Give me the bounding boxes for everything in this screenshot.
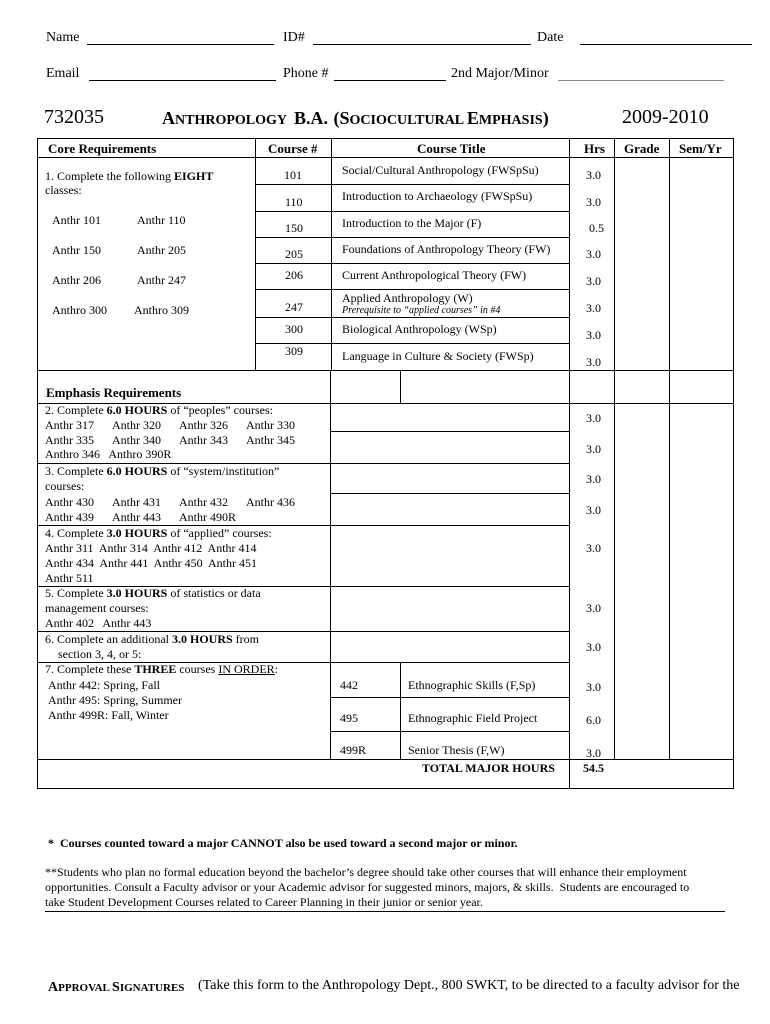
step-5-courses-line: Anthr 402 Anthr 443 [45,616,152,630]
step-2-post: of “peoples” courses: [167,403,273,417]
step-3-course: Anthr 432 [179,495,228,509]
emphasis-heading: Emphasis Requirements [46,385,182,400]
id-field[interactable] [313,28,531,45]
order-course-hours: 3.0 [586,680,601,694]
program-title-cap: A [162,108,175,128]
core-course-number: 247 [285,300,303,314]
emphasis-hours: 3.0 [586,442,601,456]
core-row-divider [255,317,570,318]
emphasis-step-7 [45,662,278,677]
step-3-pre: 3. Complete [45,464,107,478]
core-course-title: Biological Anthropology (WSp) [342,322,497,336]
step-2-course: Anthr 345 [246,433,295,447]
core-course-hours: 3.0 [586,355,601,369]
core-course-hours: 0.5 [589,221,604,235]
step-3-course: Anthr 443 [112,510,161,524]
core-row-divider [255,237,570,238]
core-course-number: 205 [285,247,303,261]
emphasis-close: ) [542,108,549,128]
emphasis-row-divider [330,431,570,432]
program-title [162,108,549,129]
step-6-post: from [232,632,259,646]
emphasis-step-2 [45,403,273,418]
step-3-course: Anthr 436 [246,495,295,509]
section-divider [37,370,734,371]
step-3-course: Anthr 490R [179,510,236,524]
core-course-title: Introduction to the Major (F) [342,216,482,230]
emphasis-hours: 3.0 [586,640,601,654]
step-3-post: of “system/institution” [167,464,280,478]
step-7-schedule: Anthr 499R: Fall, Winter [48,708,169,722]
step-3-course: Anthr 431 [112,495,161,509]
core-list-item: Anthro 309 [134,303,189,317]
major-restriction-note: * Courses counted toward a major CANNOT also be used toward a second major or minor. [48,836,518,850]
total-major-hours-value: 54.5 [583,761,604,775]
step-2-course: Anthr 317 [45,418,94,432]
step-7-schedule: Anthr 442: Spring, Fall [48,678,161,692]
step-6-pre: 6. Complete an additional [45,632,172,646]
core-course-title: Social/Cultural Anthropology (FWSpSu) [342,163,539,177]
core-course-number: 110 [285,195,303,209]
core-divider-1 [255,138,256,370]
core-instruction-text: 1. Complete the following [45,169,174,183]
program-title-rest: NTHROPOLOGY [175,113,287,128]
step-2-pre: 2. Complete [45,403,107,417]
name-field[interactable] [87,28,274,45]
col-course-number: Course # [268,141,318,156]
col-course-title: Course Title [417,141,486,156]
core-instruction-count: EIGHT [173,169,214,183]
employment-note-line: **Students who plan no formal education beyond the bachelor’s degree should take other courses that will enhance their employment [45,865,687,879]
emphasis-hours: 3.0 [586,472,601,486]
core-instruction-cont: classes: [45,183,82,197]
second-major-label: 2nd Major/Minor [451,66,549,81]
step-2-course: Anthr 343 [179,433,228,447]
step-2-course: Anthr 340 [112,433,161,447]
name-label: Name [46,30,80,45]
date-label: Date [537,30,564,45]
step-4-pre: 4. Complete [45,526,107,540]
step-4-courses-line: Anthr 311 Anthr 314 Anthr 412 Anthr 414 [45,541,257,555]
core-course-number: 300 [285,322,303,336]
step-2-course: Anthr 335 [45,433,94,447]
approval-cap-a: A [48,980,59,995]
emphasis-step-6 [45,632,259,647]
emphasis-hours: 3.0 [586,503,601,517]
step-3-cont: courses: [45,479,85,493]
prerequisite-note: Prerequisite to “applied courses” in #4 [342,305,501,316]
form-code: 732035 [44,106,104,128]
core-course-hours: 3.0 [586,195,601,209]
approval-rest-1: PPROVAL [58,982,110,994]
emphasis-cap-e: E [466,108,479,128]
order-course-hours: 3.0 [586,746,601,760]
emphasis-cap-s: S [339,108,350,128]
emphasis-hours: 3.0 [586,541,601,555]
email-label: Email [46,66,80,81]
core-course-number: 150 [285,221,303,235]
step-2-hours: 6.0 HOURS [106,403,168,417]
employment-note-line: opportunities. Consult a Faculty advisor or your Academic advisor for suggested minors, majors, & skills. Students are encouraged to [45,880,690,894]
total-major-hours-label: TOTAL MAJOR HOURS [422,761,555,775]
core-row-divider [255,289,570,290]
step-7-pre: 7. Complete these [45,662,135,676]
core-list-item: Anthr 110 [137,213,186,227]
core-course-title: Introduction to Archaeology (FWSpSu) [342,189,533,203]
step-5-pre: 5. Complete [45,586,107,600]
grade-divider [669,138,670,759]
core-course-hours: 3.0 [586,274,601,288]
step-2-course: Anthr 320 [112,418,161,432]
email-field[interactable] [89,64,276,81]
core-course-number: 309 [285,344,303,358]
core-list-item: Anthr 150 [52,243,101,257]
step-3-course: Anthr 430 [45,495,94,509]
degree-label: B.A. [294,108,329,128]
core-row-divider [255,184,570,185]
step-4-post: of “applied” courses: [167,526,272,540]
core-instruction [45,169,213,184]
table-header-divider [37,157,734,158]
step-7-in-order: IN ORDER [218,662,275,676]
step-2-courses-line: Anthro 346 Anthro 390R [45,447,172,461]
core-course-title: Current Anthropological Theory (FW) [342,268,527,282]
core-list-item: Anthr 205 [137,243,186,257]
order-row-divider [330,731,570,732]
total-row-divider [37,759,734,760]
emphasis-divider-1 [330,370,331,759]
col-core-requirements: Core Requirements [48,141,157,156]
step-6-cont: section 3, 4, or 5: [58,647,142,661]
step-5-hours: 3.0 HOURS [106,586,168,600]
step-4-courses-line: Anthr 434 Anthr 441 Anthr 450 Anthr 451 [45,556,257,570]
approval-signatures-label [48,980,184,996]
core-row-divider [255,211,570,212]
order-divider [400,662,401,759]
order-course-number: 495 [340,711,358,725]
order-course-hours: 6.0 [586,713,601,727]
emphasis-step-5 [45,586,261,601]
order-row-divider [330,697,570,698]
core-course-title: Language in Culture & Society (FWSp) [342,349,534,363]
core-list-item: Anthro 300 [52,303,107,317]
col-hours: Hrs [584,141,605,156]
step-5-post: of statistics or data [167,586,261,600]
core-list-item: Anthr 247 [137,273,186,287]
emphasis-step-4 [45,526,272,541]
date-field[interactable] [580,28,752,45]
step-3-course: Anthr 439 [45,510,94,524]
academic-year: 2009-2010 [622,106,709,128]
order-course-number: 442 [340,678,358,692]
step-7-end: : [274,662,279,676]
phone-field[interactable] [334,64,446,81]
core-course-hours: 3.0 [586,247,601,261]
core-course-title: Applied Anthropology (W) [342,291,473,305]
step-7-count: THREE [134,662,177,676]
core-course-title: Foundations of Anthropology Theory (FW) [342,242,551,256]
emphasis-rest-2: MPHASIS [478,113,543,128]
employment-note-line: take Student Development Courses related to Career Planning in their junior or senior year. [45,895,483,909]
core-list-item: Anthr 101 [52,213,101,227]
approval-rest-2: IGNATURES [119,982,185,994]
core-course-number: 206 [285,268,303,282]
emphasis-step-3 [45,464,279,479]
emphasis-rest-1: OCIOCULTURAL [349,113,464,128]
order-course-title: Senior Thesis (F,W) [408,743,505,757]
order-course-title: Ethnographic Field Project [408,711,538,725]
core-course-number: 101 [284,168,302,182]
emphasis-open: ( [333,108,340,128]
hrs-divider-right [614,138,615,759]
step-6-hours: 3.0 HOURS [171,632,233,646]
second-major-field[interactable] [558,64,724,81]
id-label: ID# [283,30,305,45]
order-course-title: Ethnographic Skills (F,Sp) [408,678,536,692]
step-4-hours: 3.0 HOURS [106,526,168,540]
step-3-hours: 6.0 HOURS [106,464,168,478]
core-list-item: Anthr 206 [52,273,101,287]
step-2-course: Anthr 330 [246,418,295,432]
notes-divider [45,911,725,912]
core-row-divider [255,263,570,264]
approval-instructions: (Take this form to the Anthropology Dept., 800 SWKT, to be directed to a faculty advisor for the [198,978,740,993]
step-7-mid: courses [176,662,219,676]
phone-label: Phone # [283,66,329,81]
core-course-hours: 3.0 [586,328,601,342]
col-sem-yr: Sem/Yr [679,141,722,156]
step-4-courses-line: Anthr 511 [45,571,94,585]
col-grade: Grade [624,141,660,156]
core-course-hours: 3.0 [586,301,601,315]
core-divider-2 [331,138,332,370]
emphasis-divider-2 [400,370,401,404]
approval-cap-s: S [112,980,120,995]
step-5-cont: management courses: [45,601,149,615]
emphasis-hours: 3.0 [586,601,601,615]
order-course-number: 499R [340,743,367,757]
emphasis-hours: 3.0 [586,411,601,425]
emphasis-row-divider [330,493,570,494]
step-7-schedule: Anthr 495: Spring, Summer [48,693,182,707]
core-course-hours: 3.0 [586,168,601,182]
step-2-course: Anthr 326 [179,418,228,432]
